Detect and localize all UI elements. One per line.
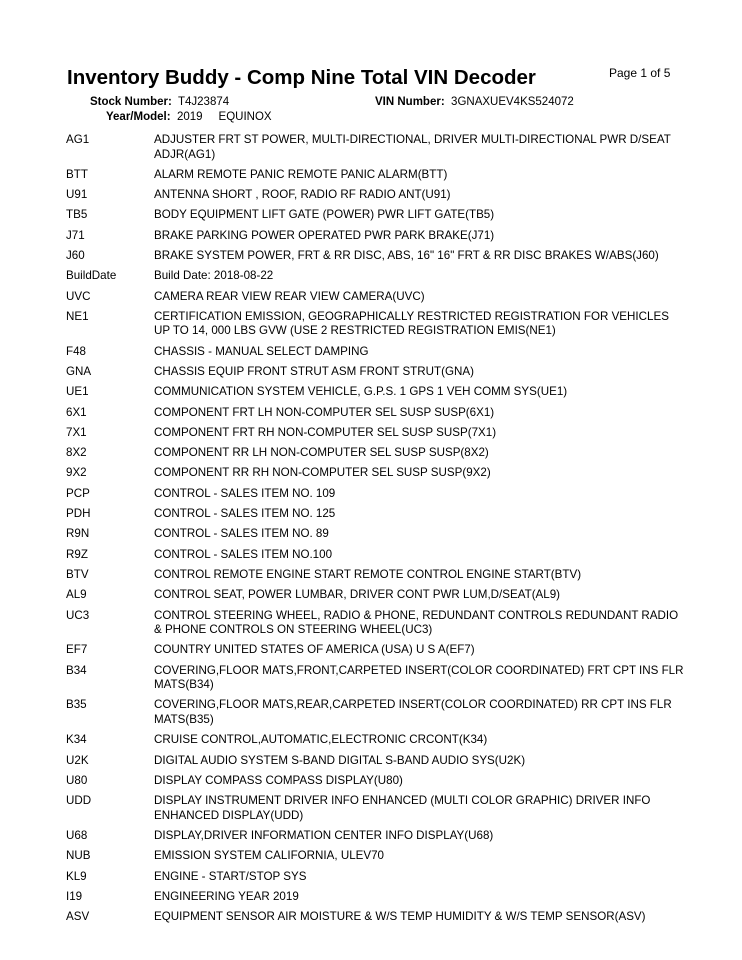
- option-row: [66, 794, 686, 823]
- option-row: [66, 527, 686, 542]
- option-row: [66, 733, 686, 748]
- vin-number-field: [375, 96, 574, 108]
- option-row: [66, 229, 686, 244]
- option-code: AG1: [66, 133, 90, 146]
- option-description: COMMUNICATION SYSTEM VEHICLE, G.P.S. 1 GPS 1 VEH COMM SYS(UE1): [154, 385, 568, 399]
- option-code: 8X2: [66, 446, 87, 460]
- option-code: PCP: [66, 486, 90, 500]
- page-number: Page 1 of 5: [609, 66, 671, 80]
- option-code: F48: [66, 344, 86, 358]
- option-code: U91: [66, 188, 88, 202]
- option-row: [66, 466, 686, 481]
- option-row: [66, 548, 686, 563]
- option-row: [66, 208, 686, 223]
- option-row: [66, 664, 686, 693]
- option-description: CONTROL - SALES ITEM NO. 125: [154, 507, 336, 521]
- option-description: COMPONENT FRT RH NON-COMPUTER SEL SUSP SUSP(7X1): [154, 425, 497, 439]
- option-row: [66, 754, 686, 769]
- option-row: [66, 385, 686, 400]
- option-code: EF7: [66, 643, 88, 657]
- option-description: COMPONENT FRT LH NON-COMPUTER SEL SUSP SUSP(6X1): [154, 405, 495, 419]
- option-description: CONTROL STEERING WHEEL, RADIO & PHONE, REDUNDANT CONTROLS REDUNDANT RADIO & PHONE CONTROLS ON STEERING WHEEL(UC3): [154, 608, 679, 637]
- option-row: [66, 133, 686, 162]
- option-row: [66, 829, 686, 844]
- option-code: BTV: [66, 567, 89, 581]
- option-description: COMPONENT RR RH NON-COMPUTER SEL SUSP SUSP(9X2): [154, 466, 491, 480]
- option-description: ALARM REMOTE PANIC REMOTE PANIC ALARM(BTT): [154, 167, 448, 181]
- option-description: Build Date: 2018-08-22: [154, 269, 274, 283]
- option-description: ENGINEERING YEAR 2019: [154, 889, 299, 903]
- option-description: DISPLAY INSTRUMENT DRIVER INFO ENHANCED (MULTI COLOR GRAPHIC) DRIVER INFO ENHANCED DISPLAY(UDD): [154, 794, 651, 822]
- option-description: EQUIPMENT SENSOR AIR MOISTURE & W/S TEMP HUMIDITY & W/S TEMP SENSOR(ASV): [154, 910, 646, 924]
- option-code: PDH: [66, 507, 91, 521]
- option-row: [66, 365, 686, 380]
- option-description: ANTENNA SHORT , ROOF, RADIO RF RADIO ANT(U91): [154, 188, 451, 202]
- option-code: J71: [66, 228, 85, 242]
- option-description: CONTROL - SALES ITEM NO. 89: [154, 527, 329, 541]
- option-description: BRAKE SYSTEM POWER, FRT & RR DISC, ABS, 16" 16" FRT & RR DISC BRAKES W/ABS(J60): [154, 248, 659, 262]
- option-code: U80: [66, 773, 88, 787]
- option-code: AL9: [66, 588, 87, 602]
- option-description: COMPONENT RR LH NON-COMPUTER SEL SUSP SUSP(8X2): [154, 446, 489, 460]
- option-row: [66, 507, 686, 522]
- option-row: [66, 609, 686, 638]
- option-row: [66, 269, 686, 284]
- option-row: [66, 426, 686, 441]
- option-description: DISPLAY COMPASS COMPASS DISPLAY(U80): [154, 773, 403, 787]
- option-description: ENGINE - START/STOP SYS: [154, 869, 307, 883]
- option-code: I19: [66, 889, 83, 903]
- option-code: 9X2: [66, 466, 87, 480]
- option-description: CHASSIS EQUIP FRONT STRUT ASM FRONT STRUT(GNA): [154, 364, 474, 378]
- option-code: ASV: [66, 910, 90, 924]
- stock-number-value: T4J23874: [177, 96, 230, 108]
- option-row: [66, 870, 686, 885]
- option-code: TB5: [66, 208, 88, 222]
- option-row: [66, 568, 686, 583]
- option-code: UE1: [66, 385, 89, 399]
- option-code: 7X1: [66, 425, 87, 439]
- option-code: U2K: [66, 753, 89, 767]
- option-code: U68: [66, 828, 88, 842]
- stock-number-label: Stock Number:: [90, 96, 172, 108]
- vin-number-label: VIN Number:: [375, 96, 445, 108]
- option-code: UVC: [66, 289, 91, 303]
- option-description: CONTROL SEAT, POWER LUMBAR, DRIVER CONT PWR LUM,D/SEAT(AL9): [154, 588, 561, 602]
- option-row: [66, 774, 686, 789]
- option-code: NUB: [66, 849, 91, 863]
- option-description: COUNTRY UNITED STATES OF AMERICA (USA) U S A(EF7): [154, 643, 475, 657]
- option-code: UC3: [66, 608, 90, 622]
- page-title: Inventory Buddy - Comp Nine Total VIN Decoder: [67, 66, 536, 89]
- option-row: [66, 446, 686, 461]
- option-code: J60: [66, 248, 85, 262]
- option-row: [66, 188, 686, 203]
- vin-number-value: 3GNAXUEV4KS524072: [451, 96, 574, 108]
- option-row: [66, 849, 686, 864]
- option-code: NE1: [66, 309, 89, 323]
- option-description: COVERING,FLOOR MATS,REAR,CARPETED INSERT(COLOR COORDINATED) RR CPT INS FLR MATS(B35): [154, 698, 672, 726]
- option-description: EMISSION SYSTEM CALIFORNIA, ULEV70: [154, 849, 385, 863]
- option-row: [66, 345, 686, 360]
- option-row: [66, 698, 686, 727]
- option-description: COVERING,FLOOR MATS,FRONT,CARPETED INSERT(COLOR COORDINATED) FRT CPT INS FLR MATS(B34): [154, 663, 684, 692]
- stock-number-field: [90, 96, 229, 108]
- option-code: GNA: [66, 364, 92, 378]
- option-description: CAMERA REAR VIEW REAR VIEW CAMERA(UVC): [154, 289, 425, 303]
- option-code: B35: [66, 698, 87, 712]
- option-description: BRAKE PARKING POWER OPERATED PWR PARK BRAKE(J71): [154, 228, 495, 242]
- option-row: [66, 290, 686, 305]
- option-row: [66, 890, 686, 905]
- option-description: DIGITAL AUDIO SYSTEM S-BAND DIGITAL S-BAND AUDIO SYS(U2K): [154, 753, 526, 767]
- option-row: [66, 249, 686, 264]
- option-row: [66, 310, 686, 339]
- option-description: CONTROL REMOTE ENGINE START REMOTE CONTROL ENGINE START(BTV): [154, 567, 582, 581]
- option-description: ADJUSTER FRT ST POWER, MULTI-DIRECTIONAL, DRIVER MULTI-DIRECTIONAL PWR D/SEAT ADJR(AG1): [154, 133, 671, 161]
- option-code: KL9: [66, 869, 87, 883]
- year-model-label: Year/Model:: [106, 111, 171, 123]
- option-description: CHASSIS - MANUAL SELECT DAMPING: [154, 344, 369, 358]
- year-value: 2019: [176, 111, 203, 123]
- option-code: 6X1: [66, 405, 87, 419]
- option-code: B34: [66, 663, 87, 677]
- option-description: CONTROL - SALES ITEM NO. 109: [154, 486, 336, 500]
- option-row: [66, 588, 686, 603]
- option-code: R9N: [66, 527, 90, 541]
- option-description: CRUISE CONTROL,AUTOMATIC,ELECTRONIC CRCONT(K34): [154, 733, 488, 747]
- option-row: [66, 910, 686, 925]
- option-row: [66, 406, 686, 421]
- option-code: UDD: [66, 794, 92, 808]
- option-row: [66, 168, 686, 183]
- option-row: [66, 643, 686, 658]
- option-code: R9Z: [66, 547, 88, 561]
- option-code-list: [66, 133, 686, 930]
- option-description: DISPLAY,DRIVER INFORMATION CENTER INFO DISPLAY(U68): [154, 828, 494, 842]
- year-model-field: [106, 111, 272, 123]
- option-description: BODY EQUIPMENT LIFT GATE (POWER) PWR LIFT GATE(TB5): [154, 208, 495, 222]
- option-code: K34: [66, 733, 87, 747]
- model-value: EQUINOX: [218, 111, 272, 123]
- option-row: [66, 487, 686, 502]
- option-code: BTT: [66, 167, 88, 181]
- option-description: CERTIFICATION EMISSION, GEOGRAPHICALLY RESTRICTED REGISTRATION FOR VEHICLES UP TO 14, 000 LBS GVW (USE 2 RESTRICTED REGISTRATION EMIS(NE1): [154, 309, 669, 338]
- option-description: CONTROL - SALES ITEM NO.100: [154, 547, 333, 561]
- option-code: BuildDate: [66, 269, 117, 283]
